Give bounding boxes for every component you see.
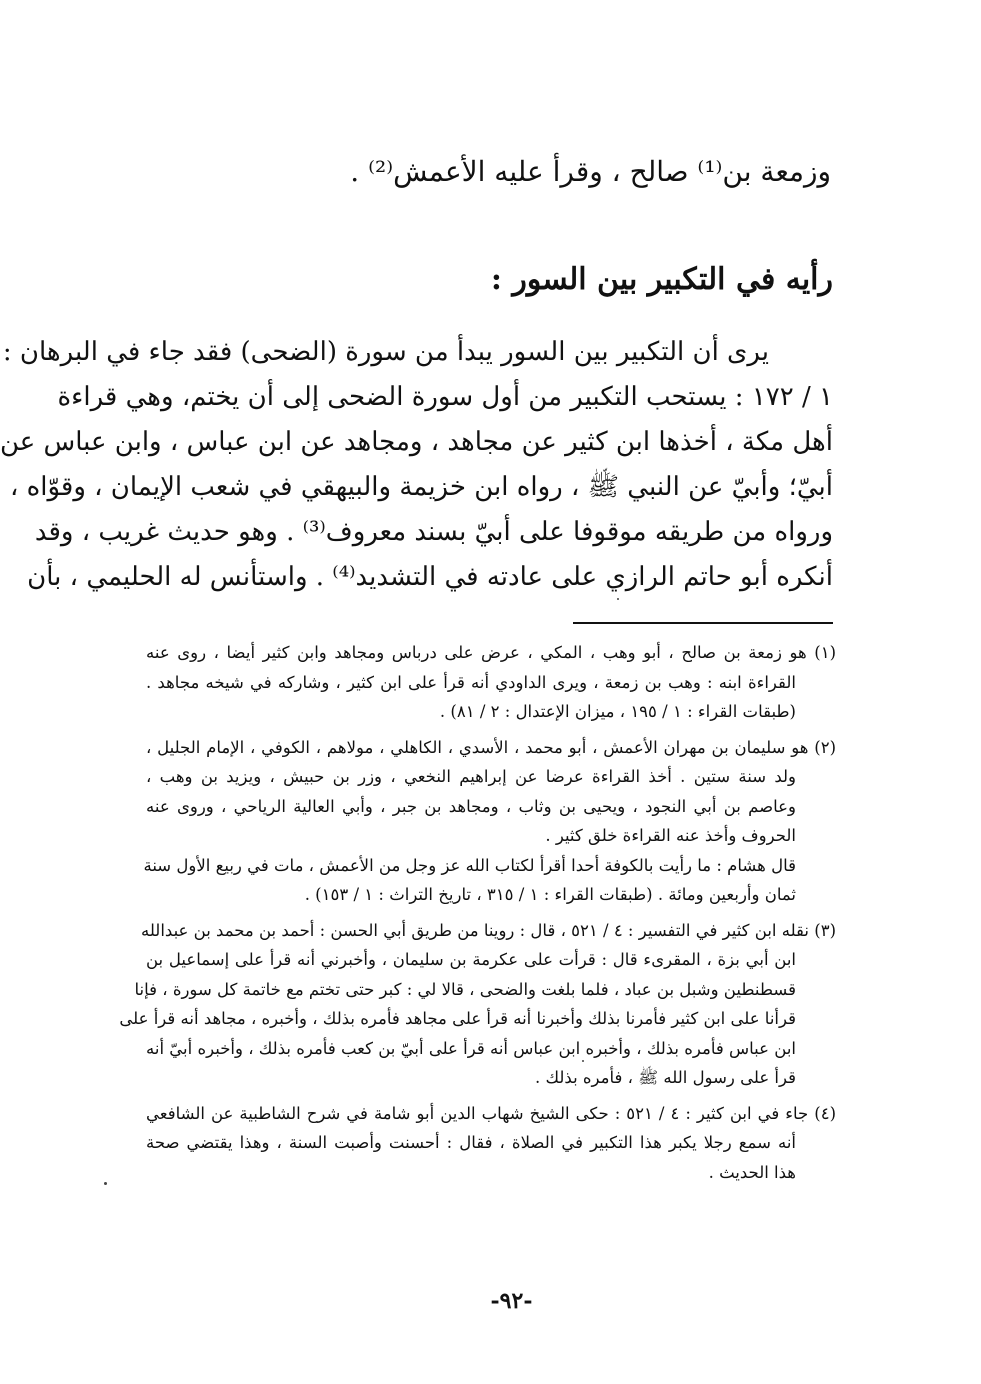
footnote-line: قال هشام : ما رأيت بالكوفة أحدا أقرأ لكتاب الله عز وجل من الأعمش ، مات في ربيع الأول سنة [143,855,796,875]
footnote-line: قرأنا على ابن كثير فأمرنا بذلك وأخبرنا أنه قرأ على مجاهد فأمره بذلك ، وأخبره ، مجاهد أنه قرأ على [119,1009,796,1028]
footnote-line: (٤) جاء في ابن كثير : ٤ / ٥٢١ : حكى الشيخ شهاب الدين أبو شامة في شرح الشاطبية عن الشافعي [146,1103,836,1123]
paragraph-line: أهل مكة ، أخذها ابن كثير عن مجاهد ، ومجاهد عن ابن عباس ، وابن عباس عن [0,427,833,457]
footnote-line: قسطنطين وشبل بن عباد ، فلما بلغت والضحى ، قالا لي : كبر حتى تختم مع خاتمة كل سورة ، فإنا [134,979,796,999]
footnote-4 [146,1099,836,1188]
footnote-line: وعاصم بن أبي النجود ، ويحيى بن وثاب ، ومجاهد بن جبر ، وأبي العالية الرياحي ، وروى عنه [146,796,796,816]
opening-line: وزمعة بن⁽¹⁾ صالح ، وقرأ عليه الأعمش⁽²⁾ . [350,155,831,188]
paragraph-line: ١ / ١٧٢ : يستحب التكبير من أول سورة الضحى إلى أن يختم، وهي قراءة [57,382,833,412]
footnote-line: (طبقات القراء : ١ / ١٩٥ ، ميزان الإعتدال : ٢ / ٨١) . [439,702,796,721]
footnote-line: ابن عباس فأمره بذلك ، وأخبره ابن عباس أنه قرأ على أبيّ بن كعب فأمره بذلك ، وأخبره أبيّ أنه [146,1038,796,1058]
footnote-line: (٣) نقله ابن كثير في التفسير : ٤ / ٥٢١ ، قال : روينا من طريق أبي الحسن : أحمد بن محمد بن عبدالله [141,920,836,940]
paragraph-line: أنكره أبو حاتم الرازي على عادته في التشديد⁽⁴⁾ . واستأنس له الحليمي ، بأن [27,562,833,592]
page-number: -٩٢- [490,1288,533,1314]
paragraph-line: ورواه من طريقه موقوفا على أبيّ بسند معروف⁽³⁾ . وهو حديث غريب ، وقد [34,517,833,547]
scan-speck [582,1060,584,1062]
footnote-line: القراءة ابنه : وهب بن زمعة ، ويرى الداودي أنه قرأ على ابن كثير ، وشاركه في شيخه مجاهد . [146,672,796,692]
footnote-2 [143,733,836,910]
scan-speck [104,1182,107,1185]
footnote-line: هذا الحديث . [708,1162,796,1182]
footnote-line: (١) هو زمعة بن صالح ، أبو وهب ، المكي ، عرض على درباس ومجاهد وابن كثير أيضا ، روى عنه [146,643,836,662]
paragraph-line: أبيّ؛ وأبيّ عن النبي ﷺ ، رواه ابن خزيمة والبيهقي في شعب الإيمان ، وقوّاه ، [9,472,833,502]
footnote-3 [119,916,836,1093]
footnote-line: الحروف وأخذ عنه القراءة خلق كثير . [545,826,796,845]
footnote-line: ثمان وأربعين ومائة . (طبقات القراء : ١ / ٣١٥ ، تاريخ التراث : ١ / ١٥٣) . [304,885,796,904]
footnote-line: ولد سنة ستين . أخذ القراءة عرضا عن إبراهيم النخعي ، وزر بن حبيش ، ويزيد بن وهب ، [146,767,796,786]
footnote-line: أنه سمع رجلا يكبر هذا التكبير في الصلاة ، فقال : أحسنت وأصبت السنة ، وهذا يقتضي صحة [146,1133,796,1152]
footnote-line: ابن أبي بزة ، المقرىء قال : قرأت على عكرمة بن سليمان ، وأخبرني أنه قرأ على إسماعيل بن [146,950,796,969]
paragraph-line: يرى أن التكبير بين السور يبدأ من سورة (الضحى) فقد جاء في البرهان : [2,337,769,367]
main-paragraph [0,330,833,600]
section-title: رأيه في التكبير بين السور : [490,262,833,297]
footnote-line: قرأ على رسول الله ﷺ ، فأمره بذلك . [534,1068,796,1087]
footnote-line: (٢) هو سليمان بن مهران الأعمش ، أبو محمد ، الأسدي ، الكاهلي ، مولاهم ، الكوفي ، الإمام الجليل ، [146,737,836,757]
footnote-1 [146,638,836,727]
scan-speck [617,598,619,600]
footnotes [119,638,836,1187]
footnote-separator [573,622,833,624]
